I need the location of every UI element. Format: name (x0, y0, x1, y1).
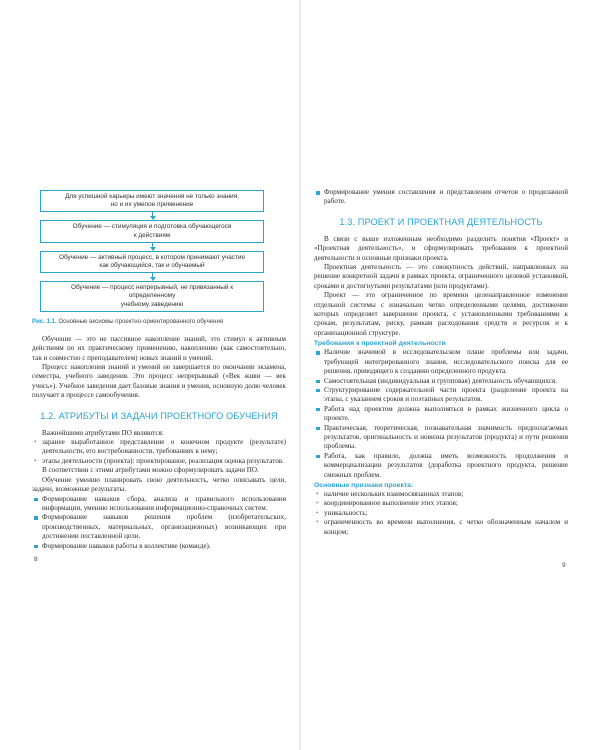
diagram-box-line: но и их умелое применение (110, 201, 194, 209)
features-list (314, 490, 568, 537)
list-item: • заранее выработанное представление о конечном продукте (результате) деятельности, его востребованности, требованиях к нему; (42, 438, 286, 457)
list-item: Работа, как правило, должна иметь возможность продолжения и коммерциализации результатов (доработка проектного продукта, решение смежных проблем. (324, 451, 568, 479)
axioms-diagram (40, 190, 264, 312)
diagram-box-line: Обучение — стимуляция и подготовка обучающегося (72, 223, 232, 231)
paragraph: Проект — это ограниченное по времени целенаправленное изменение отдельной системы с изначально четко определенными целями, достижение которых определяет завершение проекта, с установленными требованиями к срокам, результатам, риску, рамкам расходования средств и ресурсов и к организационной структуре. (314, 291, 568, 337)
paragraph: Обучение — это не пассивное накопление знаний, это стимул к активным действиям по их практическому применению, накоплению (как самостоятельно, так и совместно с преподавателем) новых знаний и умений. (32, 334, 286, 362)
paragraph: В связи с выше изложенным необходимо разделить понятия «Проект» и «Проектная деятельность», и сформулировать требования к проектной деятельности и основные признаки проекта. (314, 234, 568, 262)
diagram-box-line: как обучающийся, так и обучаемый (99, 262, 205, 270)
right-page (300, 0, 600, 750)
list-item: Самостоятельная (индивидуальная и групповая) деятельность обучающихся. (324, 377, 568, 386)
diagram-box-line: учебному заведению (120, 300, 184, 308)
down-arrow-icon (40, 212, 264, 220)
list-item: • ограниченность во времени выполнения, с четко обозначенным началом и концом; (324, 518, 568, 537)
section-title: 1.2. АТРИБУТЫ И ЗАДАЧИ ПРОЕКТНОГО ОБУЧЕНИЯ (40, 410, 278, 421)
diagram-box-3 (40, 251, 264, 273)
diagram-box-line: Для успешной карьеры имеют значения не только знания, (65, 193, 239, 200)
section-title: 1.3. ПРОЕКТ И ПРОЕКТНАЯ ДЕЯТЕЛЬНОСТЬ (339, 216, 543, 227)
down-arrow-icon (40, 273, 264, 281)
list-item: Работа над проектом должна выполняться в рамках жизненного цикла о проекте. (324, 404, 568, 423)
diagram-box-line: к действиям (133, 231, 171, 239)
diagram-box-1 (40, 190, 264, 212)
diagram-box-4 (40, 281, 264, 312)
tasks-intro: В соответствии с этими атрибутами можно сформулировать задачи ПО. (42, 466, 259, 475)
list-item: Формирование умения составления и представления отчетов о проделанной работе. (324, 188, 568, 206)
list-item: • наличие нескольких взаимосвязанных этапов; (324, 490, 568, 499)
page-number: 9 (562, 562, 566, 569)
requirements-list (314, 348, 568, 480)
figure-label: Рис. 1.1. (32, 317, 57, 325)
diagram-box-line: Обучение — активный процесс, в котором принимают участие (58, 253, 246, 261)
list-item: Формирование навыков решения проблем (изобретательских, производственных, материальных, организационных) возникающих при достижении поставленной цели. (42, 513, 286, 541)
attributes-list (32, 438, 286, 466)
continued-tasks-list (314, 188, 568, 207)
diagram-box-2 (40, 220, 264, 242)
down-arrow-icon (40, 243, 264, 251)
attributes-intro: Важнейшими атрибутами ПО являются: (42, 428, 164, 437)
list-item: • координированное выполнение этих этапов; (324, 499, 568, 508)
figure-caption (32, 318, 286, 326)
list-item: Практическая, теоретическая, познавательная значимость предполагаемых результатов, оригинальность и новизна результатов (продукта) и пути решения проблемы. (324, 423, 568, 451)
features-heading: Основные признаки проекта: (314, 481, 414, 489)
list-item: Структурирование содержательной части проекта (разделение проекта на этапы, с указанием сроков и поэтапных результатов. (324, 385, 568, 404)
list-item: Наличие значимой в исследовательском плане проблемы или задачи, требующей интегрированного знания, исследовательского поиска для ее решения, приводящего к созданию определенного продукта. (324, 348, 568, 376)
paragraph: Проектная деятельность — это совокупность действий, направленных на решение конкретной задачи в рамках проекта, ограниченного целевой установкой, сроками и достигнутыми результатами (или продуктами). (314, 263, 568, 290)
paragraph: Процесс накопления знаний и умений не завершается по окончании экзамена, семестра, учебного заведения. Это процесс непрерывный («Век живи — век учись»). Учебное заведения дает базовые знания и умения, основную долю человек получает в процессе самообучения. (32, 363, 286, 400)
list-item: Формирование навыков работы в коллективе (команде). (42, 542, 286, 551)
diagram-box-line: Обучение — процесс непрерывный, не привязанный к определенному (71, 284, 233, 300)
list-item: • этапы деятельности (проекта): проектирование, реализация оценка результатов. (42, 457, 286, 466)
requirements-heading: Требования к проектной деятельности (314, 340, 446, 348)
tasks-intro: Обучение умению планировать свою деятельность, четко описывать цели, задачи, возможные результаты. (32, 475, 286, 494)
tasks-list (32, 495, 286, 551)
figure-caption-text: Основные аксиомы проектно-ориентированного обучения (56, 317, 224, 325)
list-item: Формирование навыков сбора, анализа и правильного использования информации, умению использования информационно-справочных систем. (42, 494, 286, 512)
page-number: 8 (34, 556, 38, 563)
list-item: • уникальность; (324, 509, 568, 518)
